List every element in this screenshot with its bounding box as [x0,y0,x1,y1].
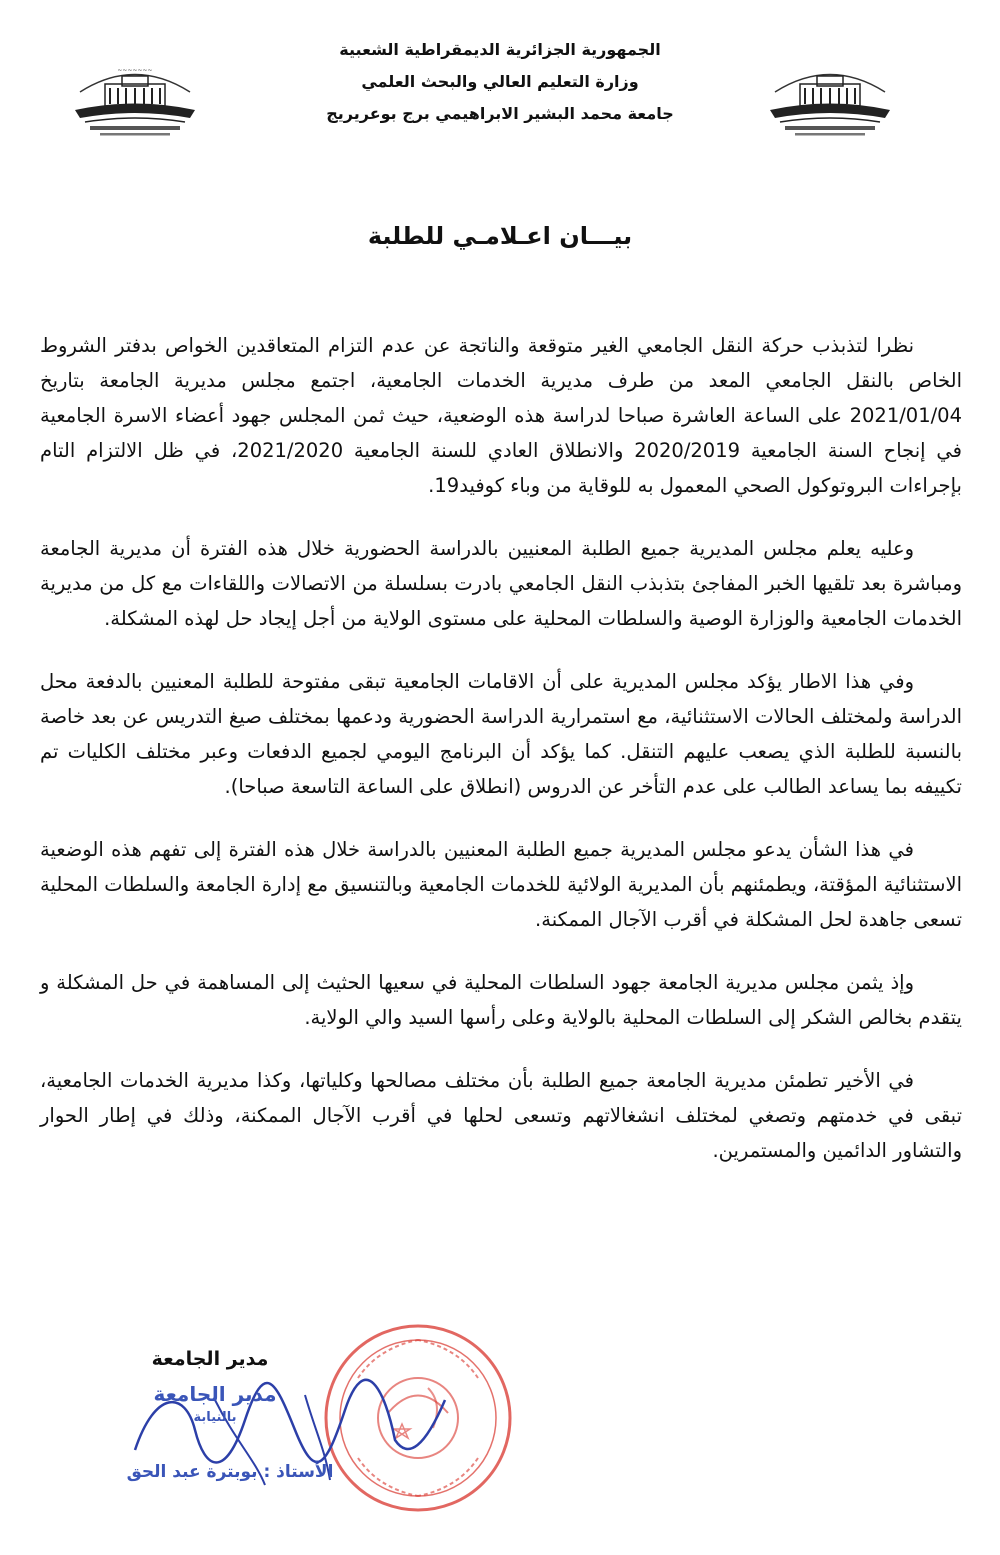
stamp-acting: بالنيابة [193,1410,237,1425]
paragraph: وعليه يعلم مجلس المديرية جميع الطلبة المعنيين بالدراسة الحضورية خلال هذه الفترة أن مديرية الجامعة ومباشرة بعد تلقيها الخبر المفاجئ بتذبذب النقل الجامعي بادرت بسلسلة من الاتصالات واللقاءات مع كل من مديرية الخدمات الجامعية والوزارة الوصية والسلطات المحلية على مستوى الولاية من أجل إيجاد حل لهذه المشكلة. [40,537,962,630]
svg-text:~~~~~~~: ~~~~~~~ [117,67,153,74]
header-republic: الجمهورية الجزائرية الديمقراطية الشعبية [339,40,661,59]
director-stamp [115,1382,315,1425]
header-ministry: وزارة التعليم العالي والبحث العلمي [361,72,639,92]
paragraph: في الأخير تطمئن مديرية الجامعة جميع الطلبة بأن مختلف مصالحها وكلياتها، وكذا مديرية الخدمات الجامعية، تبقى في خدمتهم وتصغي لمختلف انشغالاتهم وتسعى لحلها في أقرب الآجال الممكنة، وذلك في إطار الحوار والتشاور الدائمين والمستمرين. [40,1069,962,1162]
paragraph: نظرا لتذبذب حركة النقل الجامعي الغير متوقعة والناتجة عن عدم التزام المتعاقدين الخواص بدفتر الشروط الخاص بالنقل الجامعي المعد من طرف مديرية الخدمات الجامعية، اجتمع مجلس مديرية الجامعة بتاريخ 2021/01/04 على الساعة العاشرة صباحا لدراسة هذه الوضعية، حيث ثمن المجلس جهود أعضاء الاسرة الجامعية في إنجاح السنة الجامعية 2020/2019 والانطلاق العادي للسنة الجامعية 2021/2020، في ظل الالتزام التام بإجراءات البروتوكول الصحي المعمول به للوقاية من وباء كوفيد19. [40,334,962,497]
university-building-logo-icon [755,52,905,142]
document-title: بيـــان اعـلامـي للطلبة [367,222,633,250]
university-logo-left [60,52,210,142]
stamp-role: مدير الجامعة [153,1382,277,1406]
document-header [250,40,750,137]
signatory-title: مدير الجامعة [151,1348,269,1370]
header-university: جامعة محمد البشير الابراهيمي برج بوعريريج [326,104,674,124]
paragraph: وفي هذا الاطار يؤكد مجلس المديرية على أن الاقامات الجامعية تبقى مفتوحة للطلبة المعنيين بالدفعة محل الدراسة ولمختلف الحالات الاستثنائية، مع استمرارية الدراسة الحضورية ودعمها بمختلف صيغ التدريس عن بعد خاصة بالنسبة للطلبة الذي يصعب عليهم التنقل. كما يؤكد أن البرنامج اليومي لجميع الدفعات وعبر مختلف الكليات تم تكييفه بما يساعد الطالب على عدم التأخر عن الدروس (انطلاق على الساعة التاسعة صباحا). [40,670,962,798]
paragraph: في هذا الشأن يدعو مجلس المديرية جميع الطلبة المعنيين بالدراسة خلال هذه الفترة إلى تفهم هذه الوضعية الاستثنائية المؤقتة، ويطمئنهم بأن المديرية الولائية للخدمات الجامعية وبالتنسيق مع إدارة الجامعة والسلطات المحلية تسعى جاهدة لحل المشكلة في أقرب الآجال الممكنة. [40,838,962,931]
document-body [40,328,962,1196]
stamp-signatory-name: الأستاذ : بوبترة عبد الحق [126,1462,334,1482]
university-logo-right [755,52,905,142]
university-building-logo-icon [60,52,210,142]
paragraph: وإذ يثمن مجلس مديرية الجامعة جهود السلطات المحلية في سعيها الحثيث إلى المساهمة في حل المشكلة و يتقدم بخالص الشكر إلى السلطات المحلية بالولاية وعلى رأسها السيد والي الولاية. [40,971,962,1029]
